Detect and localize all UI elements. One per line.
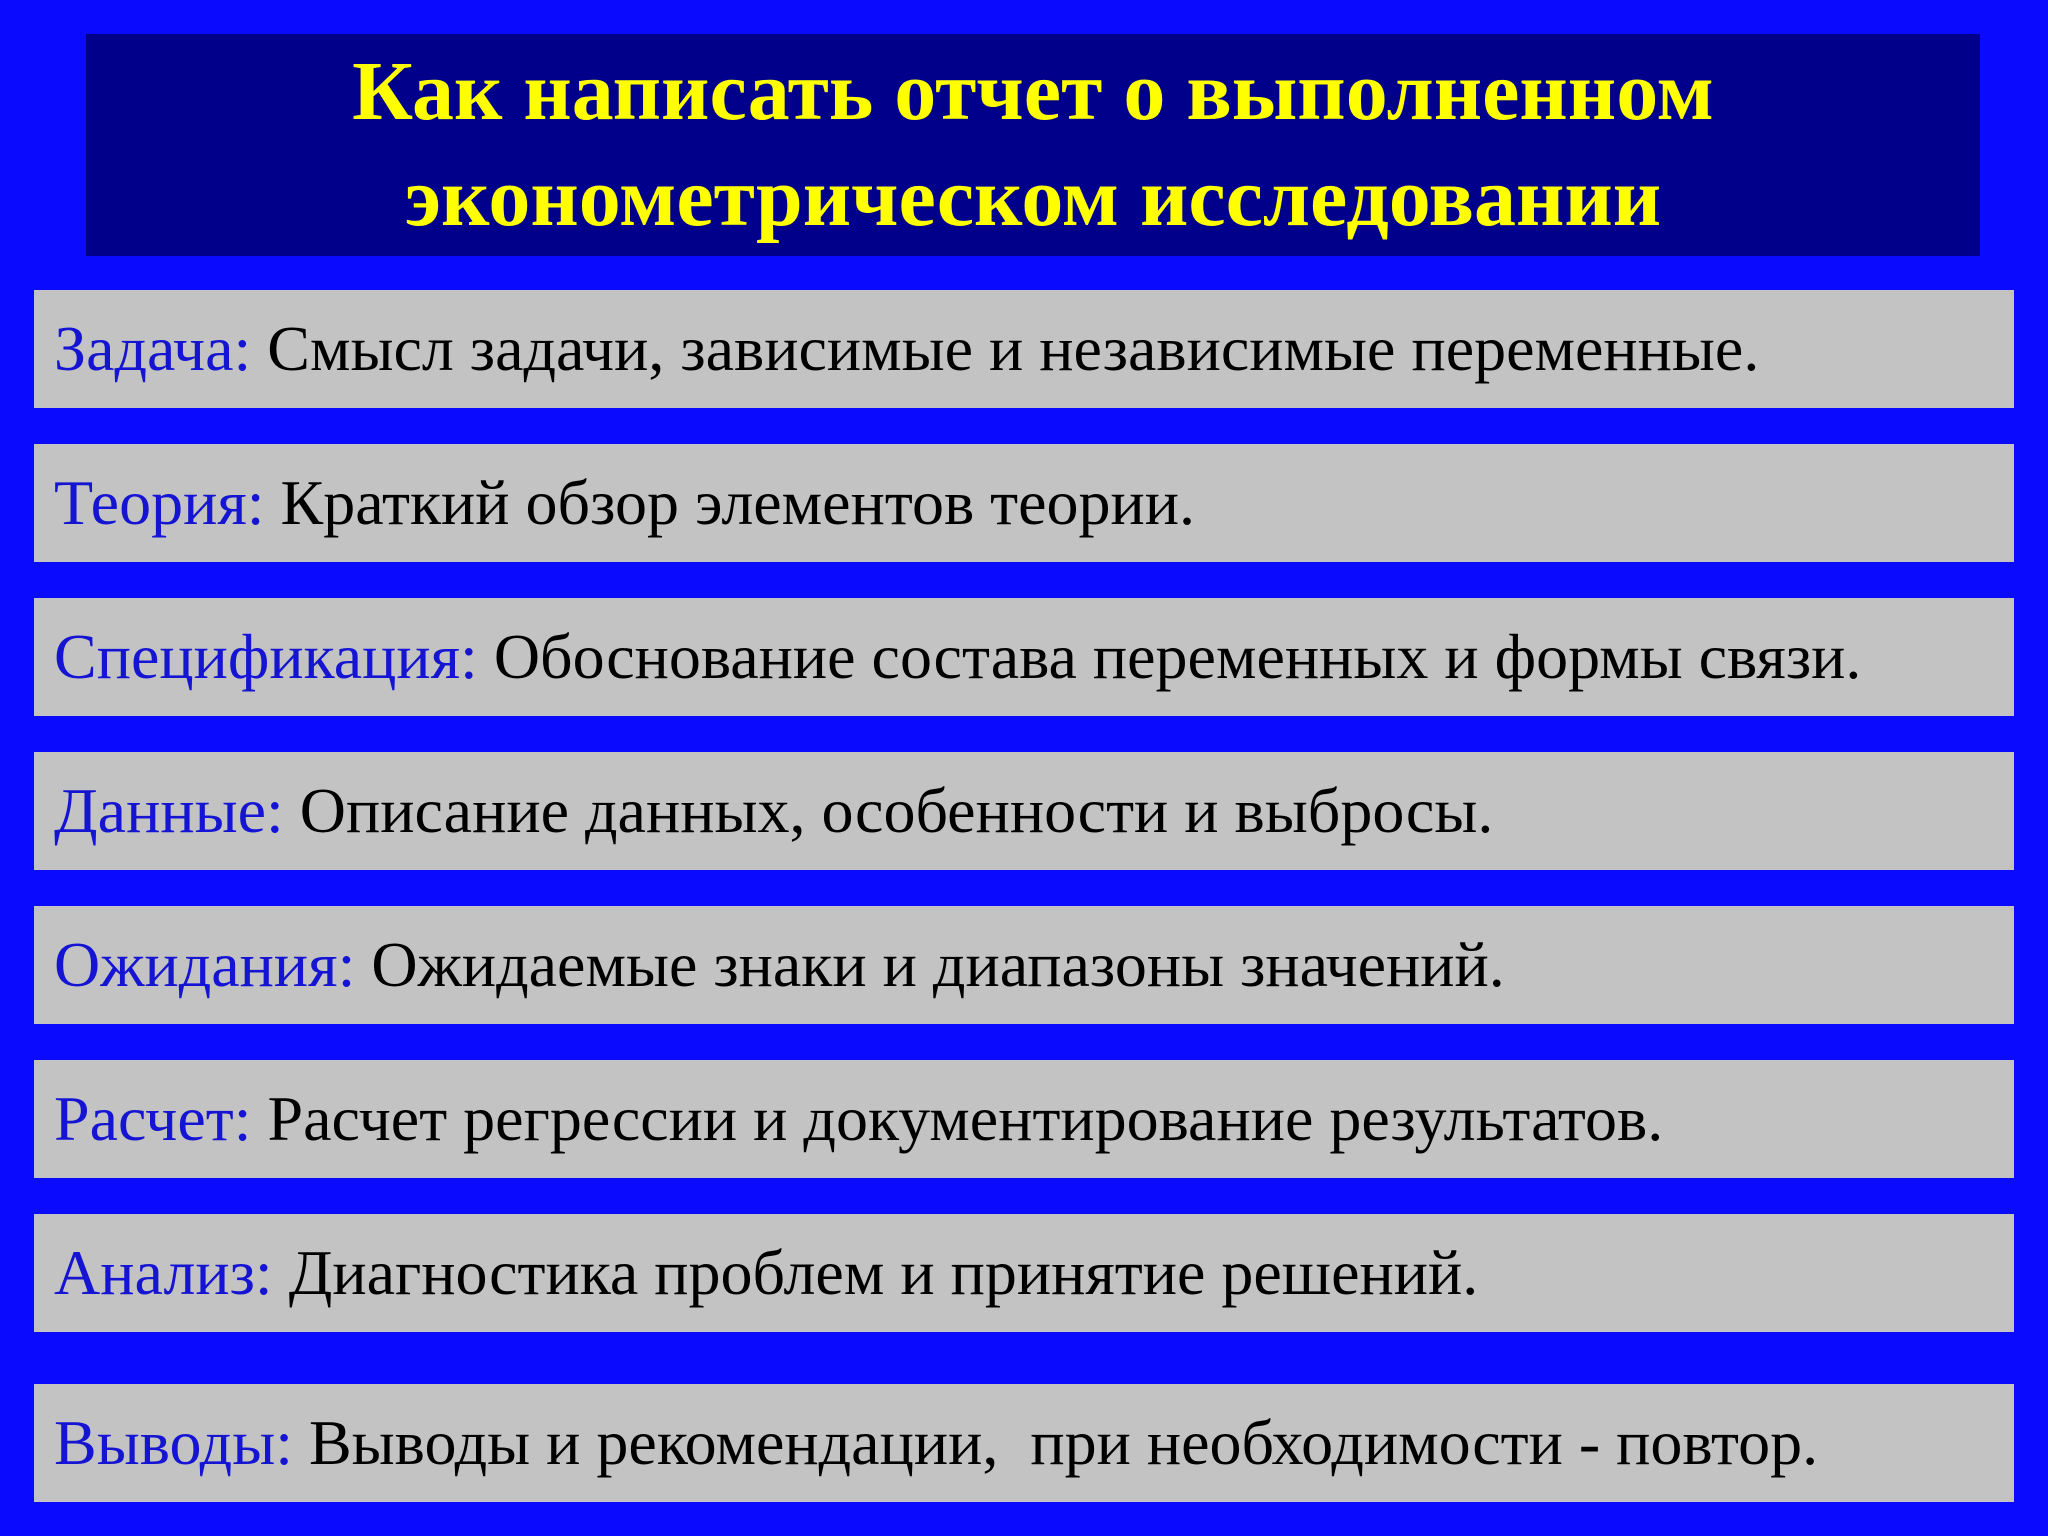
slide-title — [86, 34, 1980, 256]
item-data-label: Данные: — [54, 775, 284, 846]
slide-title-line-1: Как написать отчет о выполненном — [352, 45, 1714, 138]
item-theory-text: Краткий обзор элементов теории. — [264, 467, 1196, 538]
item-analysis-label: Анализ: — [54, 1237, 273, 1308]
item-conclusions-label: Выводы: — [54, 1407, 293, 1478]
item-analysis — [34, 1214, 2014, 1332]
item-theory — [34, 444, 2014, 562]
item-data-text: Описание данных, особенности и выбросы. — [283, 775, 1494, 846]
item-calculation-label: Расчет: — [54, 1083, 252, 1154]
item-task-text: Смысл задачи, зависимые и независимые переменные. — [251, 313, 1760, 384]
item-expectations-text: Ожидаемые знаки и диапазоны значений. — [355, 929, 1505, 1000]
item-calculation — [34, 1060, 2014, 1178]
slide-title-line-2: эконометрическом исследовании — [404, 151, 1662, 244]
item-theory-label: Теория: — [54, 467, 265, 538]
item-specification-text: Обоснование состава переменных и формы связи. — [477, 621, 1862, 692]
item-analysis-text: Диагностика проблем и принятие решений. — [272, 1237, 1479, 1308]
item-conclusions — [34, 1384, 2014, 1502]
item-expectations — [34, 906, 2014, 1024]
item-task-label: Задача: — [54, 313, 252, 384]
item-conclusions-text: Выводы и рекомендации, при необходимости - повтор. — [292, 1407, 1819, 1478]
item-task — [34, 290, 2014, 408]
item-specification-label: Спецификация: — [54, 621, 478, 692]
item-data — [34, 752, 2014, 870]
item-expectations-label: Ожидания: — [54, 929, 356, 1000]
item-calculation-text: Расчет регрессии и документирование результатов. — [251, 1083, 1664, 1154]
item-specification — [34, 598, 2014, 716]
